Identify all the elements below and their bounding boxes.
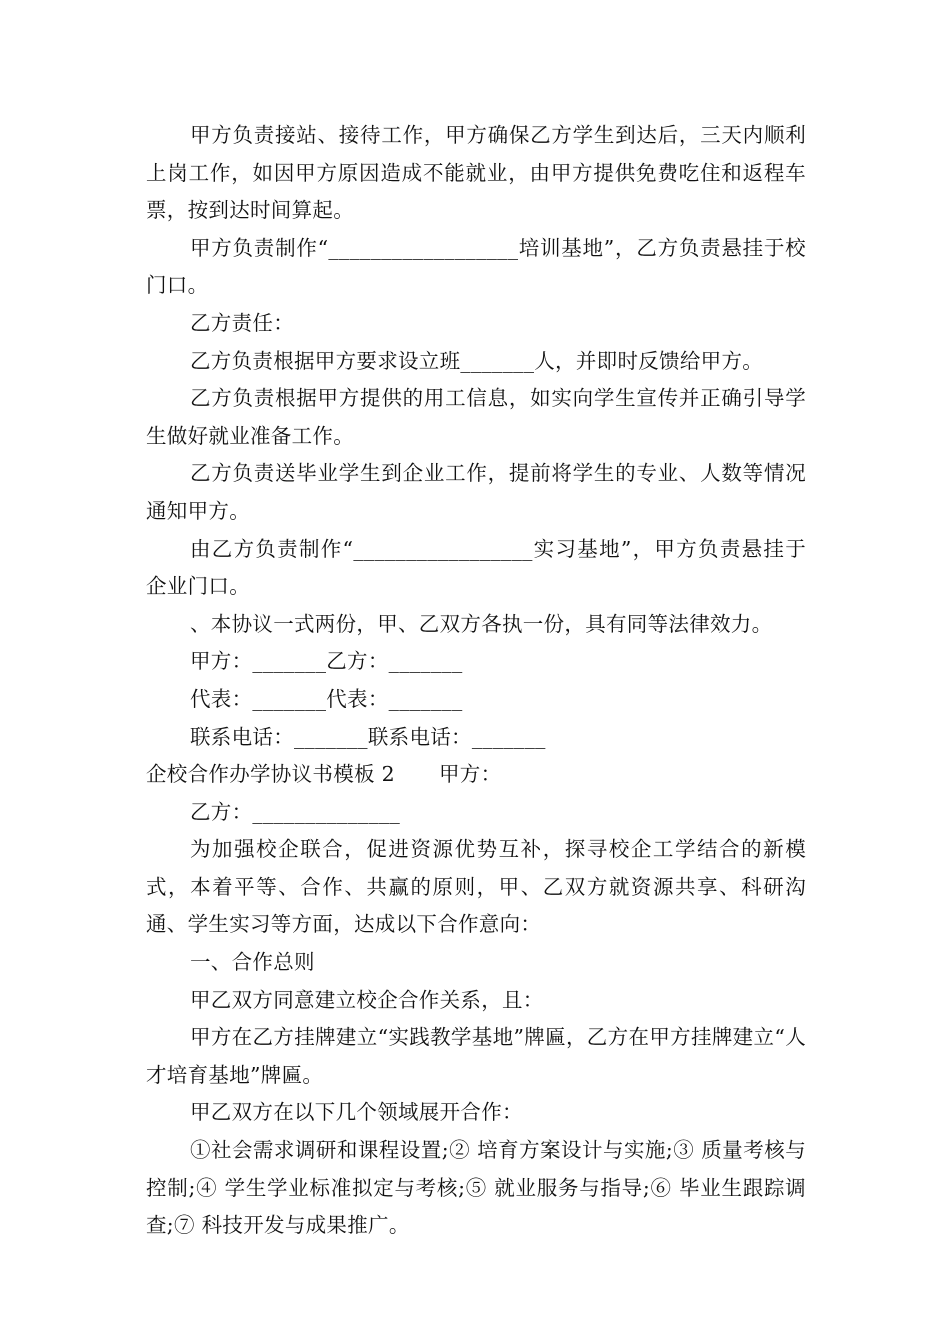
template2-fields-list: ①社会需求调研和课程设置;② 培育方案设计与实施;③ 质量考核与控制;④ 学生学业标准拟定与考核;⑤ 就业服务与指导;⑥ 毕业生跟踪调查;⑦ 科技开发与成果推广。 [146,1138,806,1238]
template2-party-a: 甲方： [438,762,502,787]
template2-relationship: 甲乙双方同意建立校企合作关系，且： [190,987,544,1012]
signature-parties: 甲方：_______乙方：_______ [190,649,463,674]
template2-fields-intro: 甲乙双方在以下几个领域展开合作： [190,1100,523,1125]
paragraph-training-base: 甲方负责制作“__________________培训基地”，乙方负责悬挂于校门口。 [146,235,806,298]
paragraph-party-b-duties-heading: 乙方责任： [190,310,294,335]
paragraph-send-graduates: 乙方负责送毕业学生到企业工作，提前将学生的专业、人数等情况通知甲方。 [146,461,806,523]
paragraph-class-setup: 乙方负责根据甲方要求设立班_______人，并即时反馈给甲方。 [190,348,764,373]
signature-representatives: 代表：_______代表：_______ [190,686,463,711]
template2-intro: 为加强校企联合，促进资源优势互补，探寻校企工学结合的新模式，本着平等、合作、共赢的原则，甲、乙双方就资源共享、科研沟通、学生实习等方面，达成以下合作意向： [146,837,806,937]
template2-party-b: 乙方：______________ [190,799,401,824]
template2-plaques: 甲方在乙方挂牌建立“实践教学基地”牌匾，乙方在甲方挂牌建立“人才培育基地”牌匾。 [146,1025,806,1087]
paragraph-reception: 甲方负责接站、接待工作，甲方确保乙方学生到达后，三天内顺利上岗工作，如因甲方原因造成不能就业，由甲方提供免费吃住和返程车票，按到达时间算起。 [146,123,806,223]
paragraph-job-info: 乙方负责根据甲方提供的用工信息，如实向学生宣传并正确引导学生做好就业准备工作。 [146,386,806,448]
paragraph-internship-base: 由乙方负责制作“_________________实习基地”，甲方负责悬挂于企业门口。 [146,536,806,599]
template2-title: 企校合作办学协议书模板 2 [146,762,395,787]
template2-heading-line [146,756,806,794]
paragraph-copies: 、本协议一式两份，甲、乙双方各执一份，具有同等法律效力。 [190,611,773,636]
signature-phones: 联系电话：_______联系电话：_______ [190,724,546,749]
template2-section-heading: 一、合作总则 [190,950,315,975]
document-body [146,117,806,1245]
